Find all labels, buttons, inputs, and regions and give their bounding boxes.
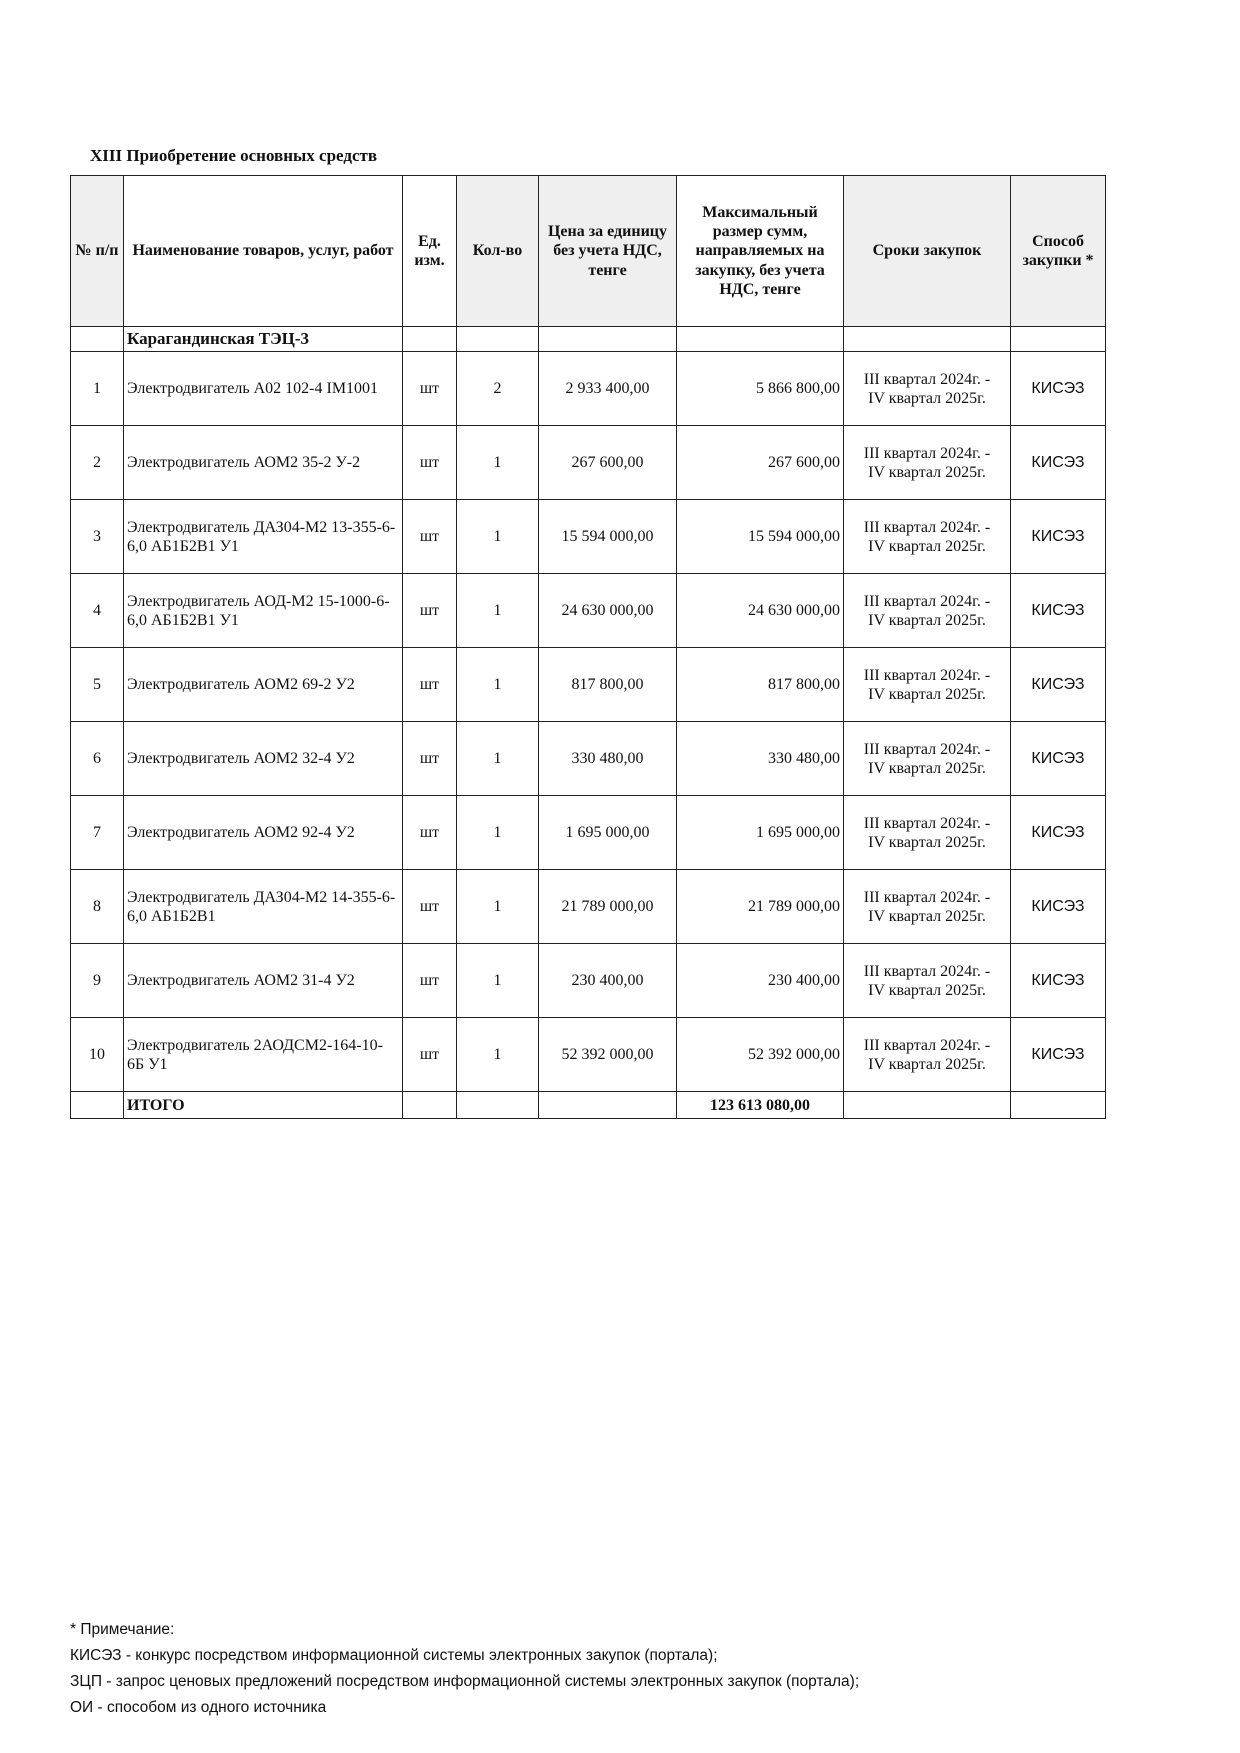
header-max: Максимальный размер сумм, направляемых на закупку, без учета НДС, тенге <box>677 176 844 327</box>
table-row <box>71 574 1106 648</box>
total-empty-cell <box>403 1092 457 1119</box>
row-price: 21 789 000,00 <box>539 870 677 944</box>
row-max-sum: 330 480,00 <box>677 722 844 796</box>
row-num: 8 <box>71 870 124 944</box>
row-qty: 1 <box>457 944 539 1018</box>
row-num: 1 <box>71 352 124 426</box>
row-term-end: IV квартал 2025г. <box>868 611 986 629</box>
row-qty: 1 <box>457 1018 539 1092</box>
row-unit: шт <box>403 796 457 870</box>
items-body <box>71 352 1106 1092</box>
row-term-start: III квартал 2024г. - <box>863 518 991 536</box>
row-term <box>844 1018 1011 1092</box>
row-term-end: IV квартал 2025г. <box>868 537 986 555</box>
group-name: Карагандинская ТЭЦ-3 <box>124 327 403 352</box>
header-name: Наименование товаров, услуг, работ <box>124 176 403 327</box>
table-header-row <box>71 176 1106 327</box>
total-empty-cell <box>71 1092 124 1119</box>
row-term-start: III квартал 2024г. - <box>863 740 991 758</box>
row-max-sum: 817 800,00 <box>677 648 844 722</box>
row-term <box>844 500 1011 574</box>
row-term-start: III квартал 2024г. - <box>863 370 991 388</box>
group-empty-cell <box>1011 327 1106 352</box>
row-max-sum: 24 630 000,00 <box>677 574 844 648</box>
row-qty: 1 <box>457 574 539 648</box>
row-term-start: III квартал 2024г. - <box>863 592 991 610</box>
row-price: 230 400,00 <box>539 944 677 1018</box>
table-row <box>71 944 1106 1018</box>
row-unit: шт <box>403 870 457 944</box>
row-unit: шт <box>403 574 457 648</box>
header-unit: Ед. изм. <box>403 176 457 327</box>
row-price: 2 933 400,00 <box>539 352 677 426</box>
row-price: 330 480,00 <box>539 722 677 796</box>
row-term <box>844 722 1011 796</box>
row-term-end: IV квартал 2025г. <box>868 759 986 777</box>
total-empty-cell <box>1011 1092 1106 1119</box>
row-method: КИСЭЗ <box>1011 870 1106 944</box>
row-unit: шт <box>403 500 457 574</box>
row-method: КИСЭЗ <box>1011 426 1106 500</box>
table-row <box>71 870 1106 944</box>
header-term: Сроки закупок <box>844 176 1011 327</box>
row-num: 4 <box>71 574 124 648</box>
row-method: КИСЭЗ <box>1011 648 1106 722</box>
row-term <box>844 426 1011 500</box>
row-max-sum: 52 392 000,00 <box>677 1018 844 1092</box>
row-name: Электродвигатель АОМ2 69-2 У2 <box>124 648 403 722</box>
table-row <box>71 796 1106 870</box>
row-qty: 1 <box>457 870 539 944</box>
group-empty-cell <box>539 327 677 352</box>
row-price: 1 695 000,00 <box>539 796 677 870</box>
group-empty-cell <box>677 327 844 352</box>
row-price: 24 630 000,00 <box>539 574 677 648</box>
row-max-sum: 1 695 000,00 <box>677 796 844 870</box>
table-row <box>71 426 1106 500</box>
header-price: Цена за единицу без учета НДС, тенге <box>539 176 677 327</box>
row-term-end: IV квартал 2025г. <box>868 389 986 407</box>
row-term <box>844 352 1011 426</box>
total-row <box>71 1092 1106 1119</box>
row-term-start: III квартал 2024г. - <box>863 888 991 906</box>
footnote-title: * Примечание: <box>70 1621 175 1638</box>
row-qty: 1 <box>457 426 539 500</box>
row-price: 52 392 000,00 <box>539 1018 677 1092</box>
row-num: 3 <box>71 500 124 574</box>
row-term-start: III квартал 2024г. - <box>863 1036 991 1054</box>
group-empty-cell <box>844 327 1011 352</box>
row-term <box>844 944 1011 1018</box>
group-row <box>71 327 1106 352</box>
row-unit: шт <box>403 352 457 426</box>
row-unit: шт <box>403 1018 457 1092</box>
row-name: Электродвигатель АОМ2 32-4 У2 <box>124 722 403 796</box>
row-name: Электродвигатель АОМ2 35-2 У-2 <box>124 426 403 500</box>
row-term <box>844 574 1011 648</box>
row-qty: 1 <box>457 648 539 722</box>
row-term-start: III квартал 2024г. - <box>863 666 991 684</box>
row-term-end: IV квартал 2025г. <box>868 833 986 851</box>
row-term <box>844 870 1011 944</box>
row-term <box>844 648 1011 722</box>
section-title: XIII Приобретение основных средств <box>90 146 378 165</box>
row-term <box>844 796 1011 870</box>
total-value: 123 613 080,00 <box>677 1092 844 1119</box>
row-name: Электродвигатель АОМ2 31-4 У2 <box>124 944 403 1018</box>
row-name: Электродвигатель АОМ2 92-4 У2 <box>124 796 403 870</box>
total-empty-cell <box>844 1092 1011 1119</box>
row-num: 2 <box>71 426 124 500</box>
row-term-end: IV квартал 2025г. <box>868 1055 986 1073</box>
row-name: Электродвигатель ДАЗ04-М2 13-355-6-6,0 АБ1Б2В1 У1 <box>124 500 403 574</box>
group-empty-cell <box>71 327 124 352</box>
row-name: Электродвигатель ДАЗ04-М2 14-355-6-6,0 АБ1Б2В1 <box>124 870 403 944</box>
row-price: 15 594 000,00 <box>539 500 677 574</box>
row-unit: шт <box>403 426 457 500</box>
row-unit: шт <box>403 648 457 722</box>
row-qty: 1 <box>457 500 539 574</box>
row-method: КИСЭЗ <box>1011 944 1106 1018</box>
footnote-kisez: КИСЭЗ - конкурс посредством информационной системы электронных закупок (портала); <box>70 1647 718 1664</box>
row-qty: 1 <box>457 796 539 870</box>
table-row <box>71 648 1106 722</box>
row-qty: 2 <box>457 352 539 426</box>
row-num: 5 <box>71 648 124 722</box>
row-term-end: IV квартал 2025г. <box>868 907 986 925</box>
row-term-start: III квартал 2024г. - <box>863 962 991 980</box>
row-num: 6 <box>71 722 124 796</box>
row-max-sum: 267 600,00 <box>677 426 844 500</box>
row-term-end: IV квартал 2025г. <box>868 981 986 999</box>
group-empty-cell <box>403 327 457 352</box>
row-term-start: III квартал 2024г. - <box>863 444 991 462</box>
row-method: КИСЭЗ <box>1011 500 1106 574</box>
row-method: КИСЭЗ <box>1011 796 1106 870</box>
row-name: Электродвигатель А02 102-4 IM1001 <box>124 352 403 426</box>
footnotes <box>70 1617 859 1721</box>
row-num: 9 <box>71 944 124 1018</box>
total-empty-cell <box>539 1092 677 1119</box>
row-method: КИСЭЗ <box>1011 574 1106 648</box>
table-row <box>71 352 1106 426</box>
row-price: 817 800,00 <box>539 648 677 722</box>
row-name: Электродвигатель АОД-М2 15-1000-6-6,0 АБ1Б2В1 У1 <box>124 574 403 648</box>
row-method: КИСЭЗ <box>1011 352 1106 426</box>
group-empty-cell <box>457 327 539 352</box>
row-term-end: IV квартал 2025г. <box>868 463 986 481</box>
row-num: 10 <box>71 1018 124 1092</box>
header-num: № п/п <box>71 176 124 327</box>
footnote-oi: ОИ - способом из одного источника <box>70 1699 327 1716</box>
row-qty: 1 <box>457 722 539 796</box>
header-qty: Кол-во <box>457 176 539 327</box>
row-method: КИСЭЗ <box>1011 1018 1106 1092</box>
table-row <box>71 1018 1106 1092</box>
row-max-sum: 21 789 000,00 <box>677 870 844 944</box>
row-term-end: IV квартал 2025г. <box>868 685 986 703</box>
row-max-sum: 230 400,00 <box>677 944 844 1018</box>
row-price: 267 600,00 <box>539 426 677 500</box>
row-max-sum: 15 594 000,00 <box>677 500 844 574</box>
row-num: 7 <box>71 796 124 870</box>
row-unit: шт <box>403 944 457 1018</box>
row-term-start: III квартал 2024г. - <box>863 814 991 832</box>
header-method: Способ закупки * <box>1011 176 1106 327</box>
total-label: ИТОГО <box>124 1092 403 1119</box>
table-row <box>71 722 1106 796</box>
row-name: Электродвигатель 2АОДСМ2-164-10-6Б У1 <box>124 1018 403 1092</box>
footnote-zcp: ЗЦП - запрос ценовых предложений посредством информационной системы электронных закупок (портала); <box>70 1673 860 1690</box>
row-unit: шт <box>403 722 457 796</box>
total-empty-cell <box>457 1092 539 1119</box>
row-method: КИСЭЗ <box>1011 722 1106 796</box>
row-max-sum: 5 866 800,00 <box>677 352 844 426</box>
table-row <box>71 500 1106 574</box>
procurement-table <box>70 175 1106 1119</box>
